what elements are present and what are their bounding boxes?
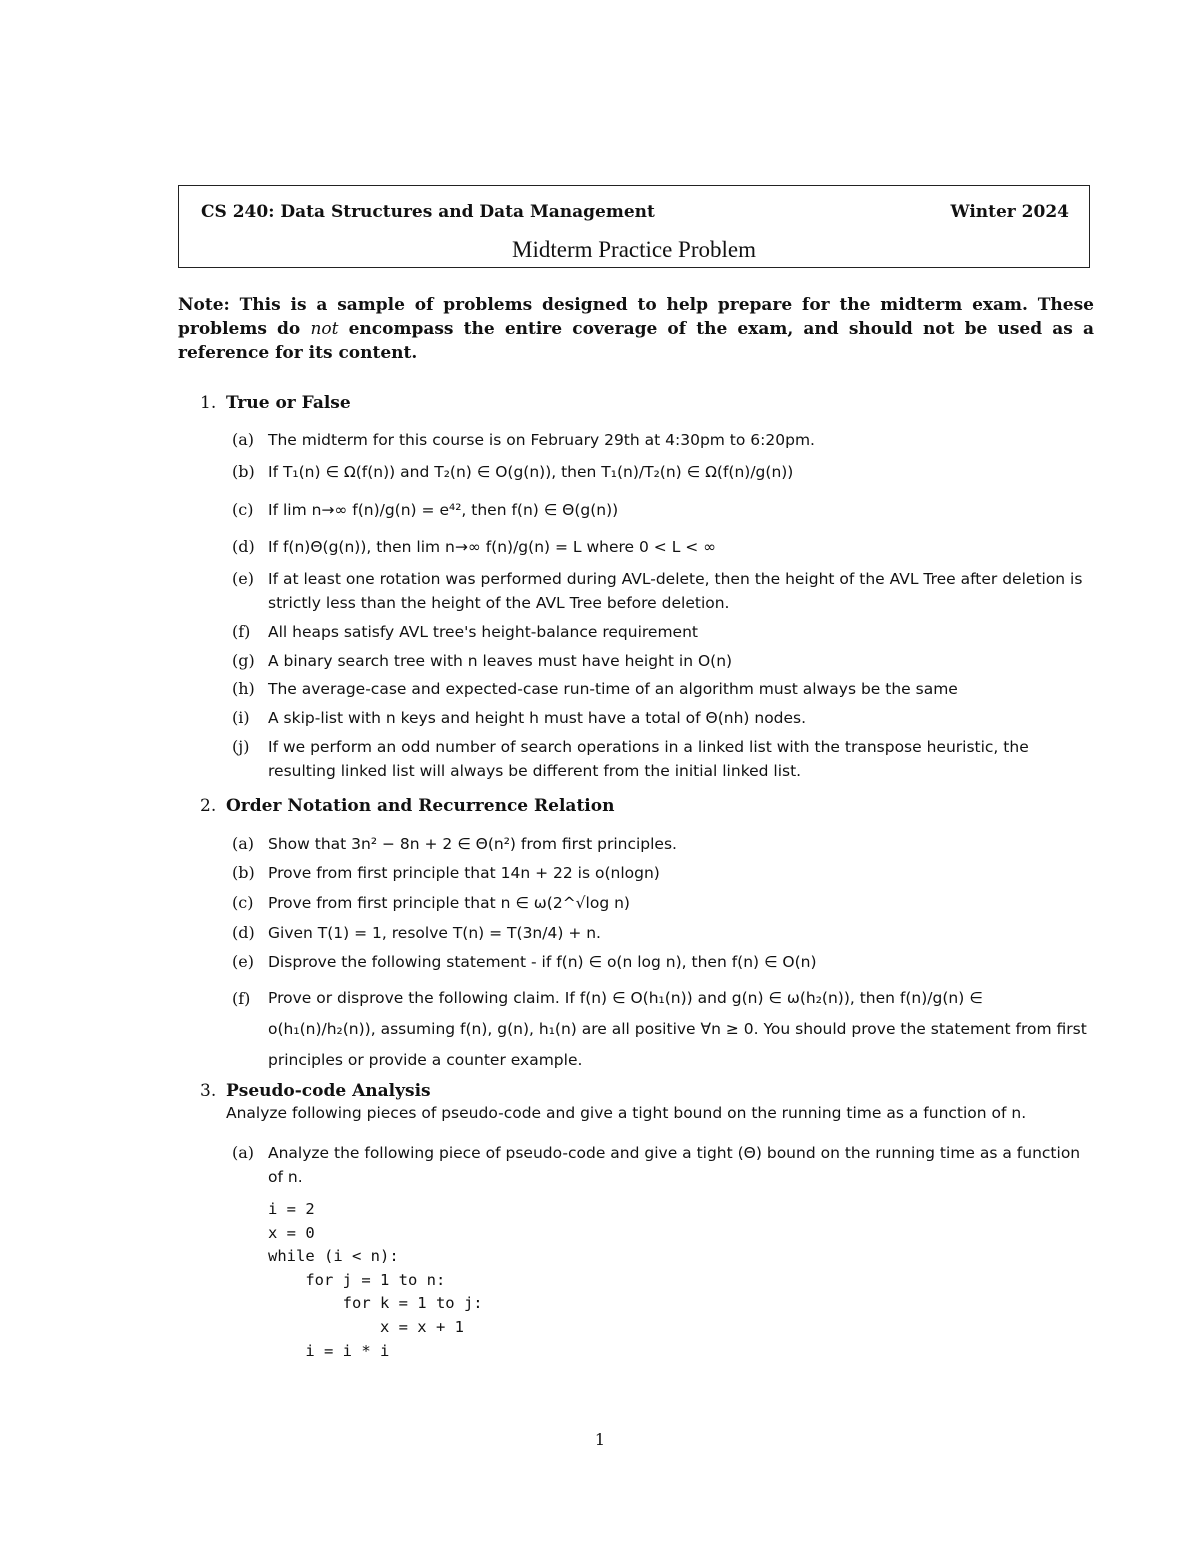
item-label: (a) <box>232 834 255 853</box>
question-1g <box>232 649 1094 673</box>
item-text: The midterm for this course is on February 29th at 4:30pm to 6:20pm. <box>268 431 815 449</box>
item-text: Prove from first principle that 14n + 22 is o(nlogn) <box>268 864 660 882</box>
item-label: (d) <box>232 537 255 556</box>
note-emphasis: not <box>310 319 339 339</box>
question-3a <box>232 1141 1094 1189</box>
note-text-1: Note: This is a sample of problems designed to help prepare for the midterm exam. These problems do <box>178 295 1094 339</box>
item-text: Analyze the following piece of pseudo-code and give a tight (Θ) bound on the running time as a function of n. <box>268 1144 1081 1186</box>
item-label: (f) <box>232 989 251 1008</box>
question-1i <box>232 706 1094 730</box>
item-label: (a) <box>232 430 255 449</box>
item-text: Show that 3n² − 8n + 2 ∈ Θ(n²) from first principles. <box>268 835 677 853</box>
item-label: (b) <box>232 462 255 481</box>
item-label: (c) <box>232 500 254 519</box>
item-text: If T₁(n) ∈ Ω(f(n)) and T₂(n) ∈ O(g(n)), then T₁(n)/T₂(n) ∈ Ω(f(n)/g(n)) <box>268 463 794 481</box>
section-title: True or False <box>226 393 351 413</box>
item-text: If f(n)Θ(g(n)), then lim n→∞ f(n)/g(n) = L where 0 < L < ∞ <box>268 538 717 556</box>
page-number: 1 <box>594 1430 606 1449</box>
question-1f <box>232 620 1094 644</box>
item-text: A skip-list with n keys and height h must have a total of Θ(nh) nodes. <box>268 709 807 727</box>
section-number: 1. <box>200 393 217 413</box>
item-text: A binary search tree with n leaves must have height in O(n) <box>268 652 733 670</box>
section-heading-3 <box>200 1081 431 1101</box>
item-label: (e) <box>232 569 254 588</box>
item-text: Prove from first principle that n ∈ ω(2^√log n) <box>268 894 630 912</box>
question-1h <box>232 677 1094 701</box>
item-text: If we perform an odd number of search operations in a linked list with the transpose heuristic, the resulting linked list will always be different from the initial linked list. <box>268 738 1029 780</box>
item-text: If at least one rotation was performed during AVL-delete, then the height of the AVL Tree after deletion is strictly less than the height of the AVL Tree before deletion. <box>268 570 1083 612</box>
section-heading-1 <box>200 393 351 413</box>
item-text: Disprove the following statement - if f(n) ∈ o(n log n), then f(n) ∈ O(n) <box>268 953 817 971</box>
section-title: Pseudo-code Analysis <box>226 1081 431 1101</box>
item-label: (a) <box>232 1143 255 1162</box>
section-number: 2. <box>200 796 217 816</box>
question-1j <box>232 735 1094 783</box>
question-2d <box>232 921 1094 945</box>
question-2b <box>232 861 1094 885</box>
item-label: (f) <box>232 622 251 641</box>
note-text-2: encompass the entire coverage of the exam, and should not be used as a reference for its content. <box>178 319 1095 363</box>
section-intro: Analyze following pieces of pseudo-code and give a tight bound on the running time as a function of n. <box>226 1104 1027 1122</box>
item-label: (b) <box>232 863 255 882</box>
item-label: (i) <box>232 708 250 727</box>
question-2f <box>232 983 1094 1076</box>
header-box <box>178 185 1090 268</box>
note-paragraph <box>178 293 1094 365</box>
item-label: (c) <box>232 893 254 912</box>
item-label: (g) <box>232 651 255 670</box>
question-1d <box>232 535 1094 559</box>
question-1c <box>232 498 1094 522</box>
item-text: Given T(1) = 1, resolve T(n) = T(3n/4) + n. <box>268 924 601 942</box>
page-title: Midterm Practice Problem <box>512 237 756 262</box>
item-label: (e) <box>232 952 254 971</box>
question-1a <box>232 428 1094 452</box>
question-1b <box>232 460 1094 484</box>
course-title: CS 240: Data Structures and Data Management <box>201 202 655 222</box>
question-1e <box>232 567 1094 615</box>
item-text: If lim n→∞ f(n)/g(n) = e⁴², then f(n) ∈ Θ(g(n)) <box>268 501 619 519</box>
item-text: All heaps satisfy AVL tree's height-balance requirement <box>268 623 698 641</box>
section-title: Order Notation and Recurrence Relation <box>226 796 615 816</box>
section-number: 3. <box>200 1081 217 1101</box>
pseudo-code-block: i = 2 x = 0 while (i < n): for j = 1 to n: for k = 1 to j: x = x + 1 i = i * i <box>268 1200 483 1360</box>
item-text: Prove or disprove the following claim. If f(n) ∈ O(h₁(n)) and g(n) ∈ ω(h₂(n)), then f(n)/g(n) ∈ o(h₁(n)/h₂(n)), assuming f(n), g(n), h₁(n) are all positive ∀n ≥ 0. You should prove the statement from first principles or provide a counter example. <box>268 989 1087 1069</box>
question-2e <box>232 950 1094 974</box>
item-label: (h) <box>232 679 255 698</box>
item-label: (j) <box>232 737 250 756</box>
question-2a <box>232 832 1094 856</box>
term-label: Winter 2024 <box>950 202 1069 222</box>
item-text: The average-case and expected-case run-time of an algorithm must always be the same <box>268 680 958 698</box>
question-2c <box>232 891 1094 915</box>
section-heading-2 <box>200 796 614 816</box>
item-label: (d) <box>232 923 255 942</box>
